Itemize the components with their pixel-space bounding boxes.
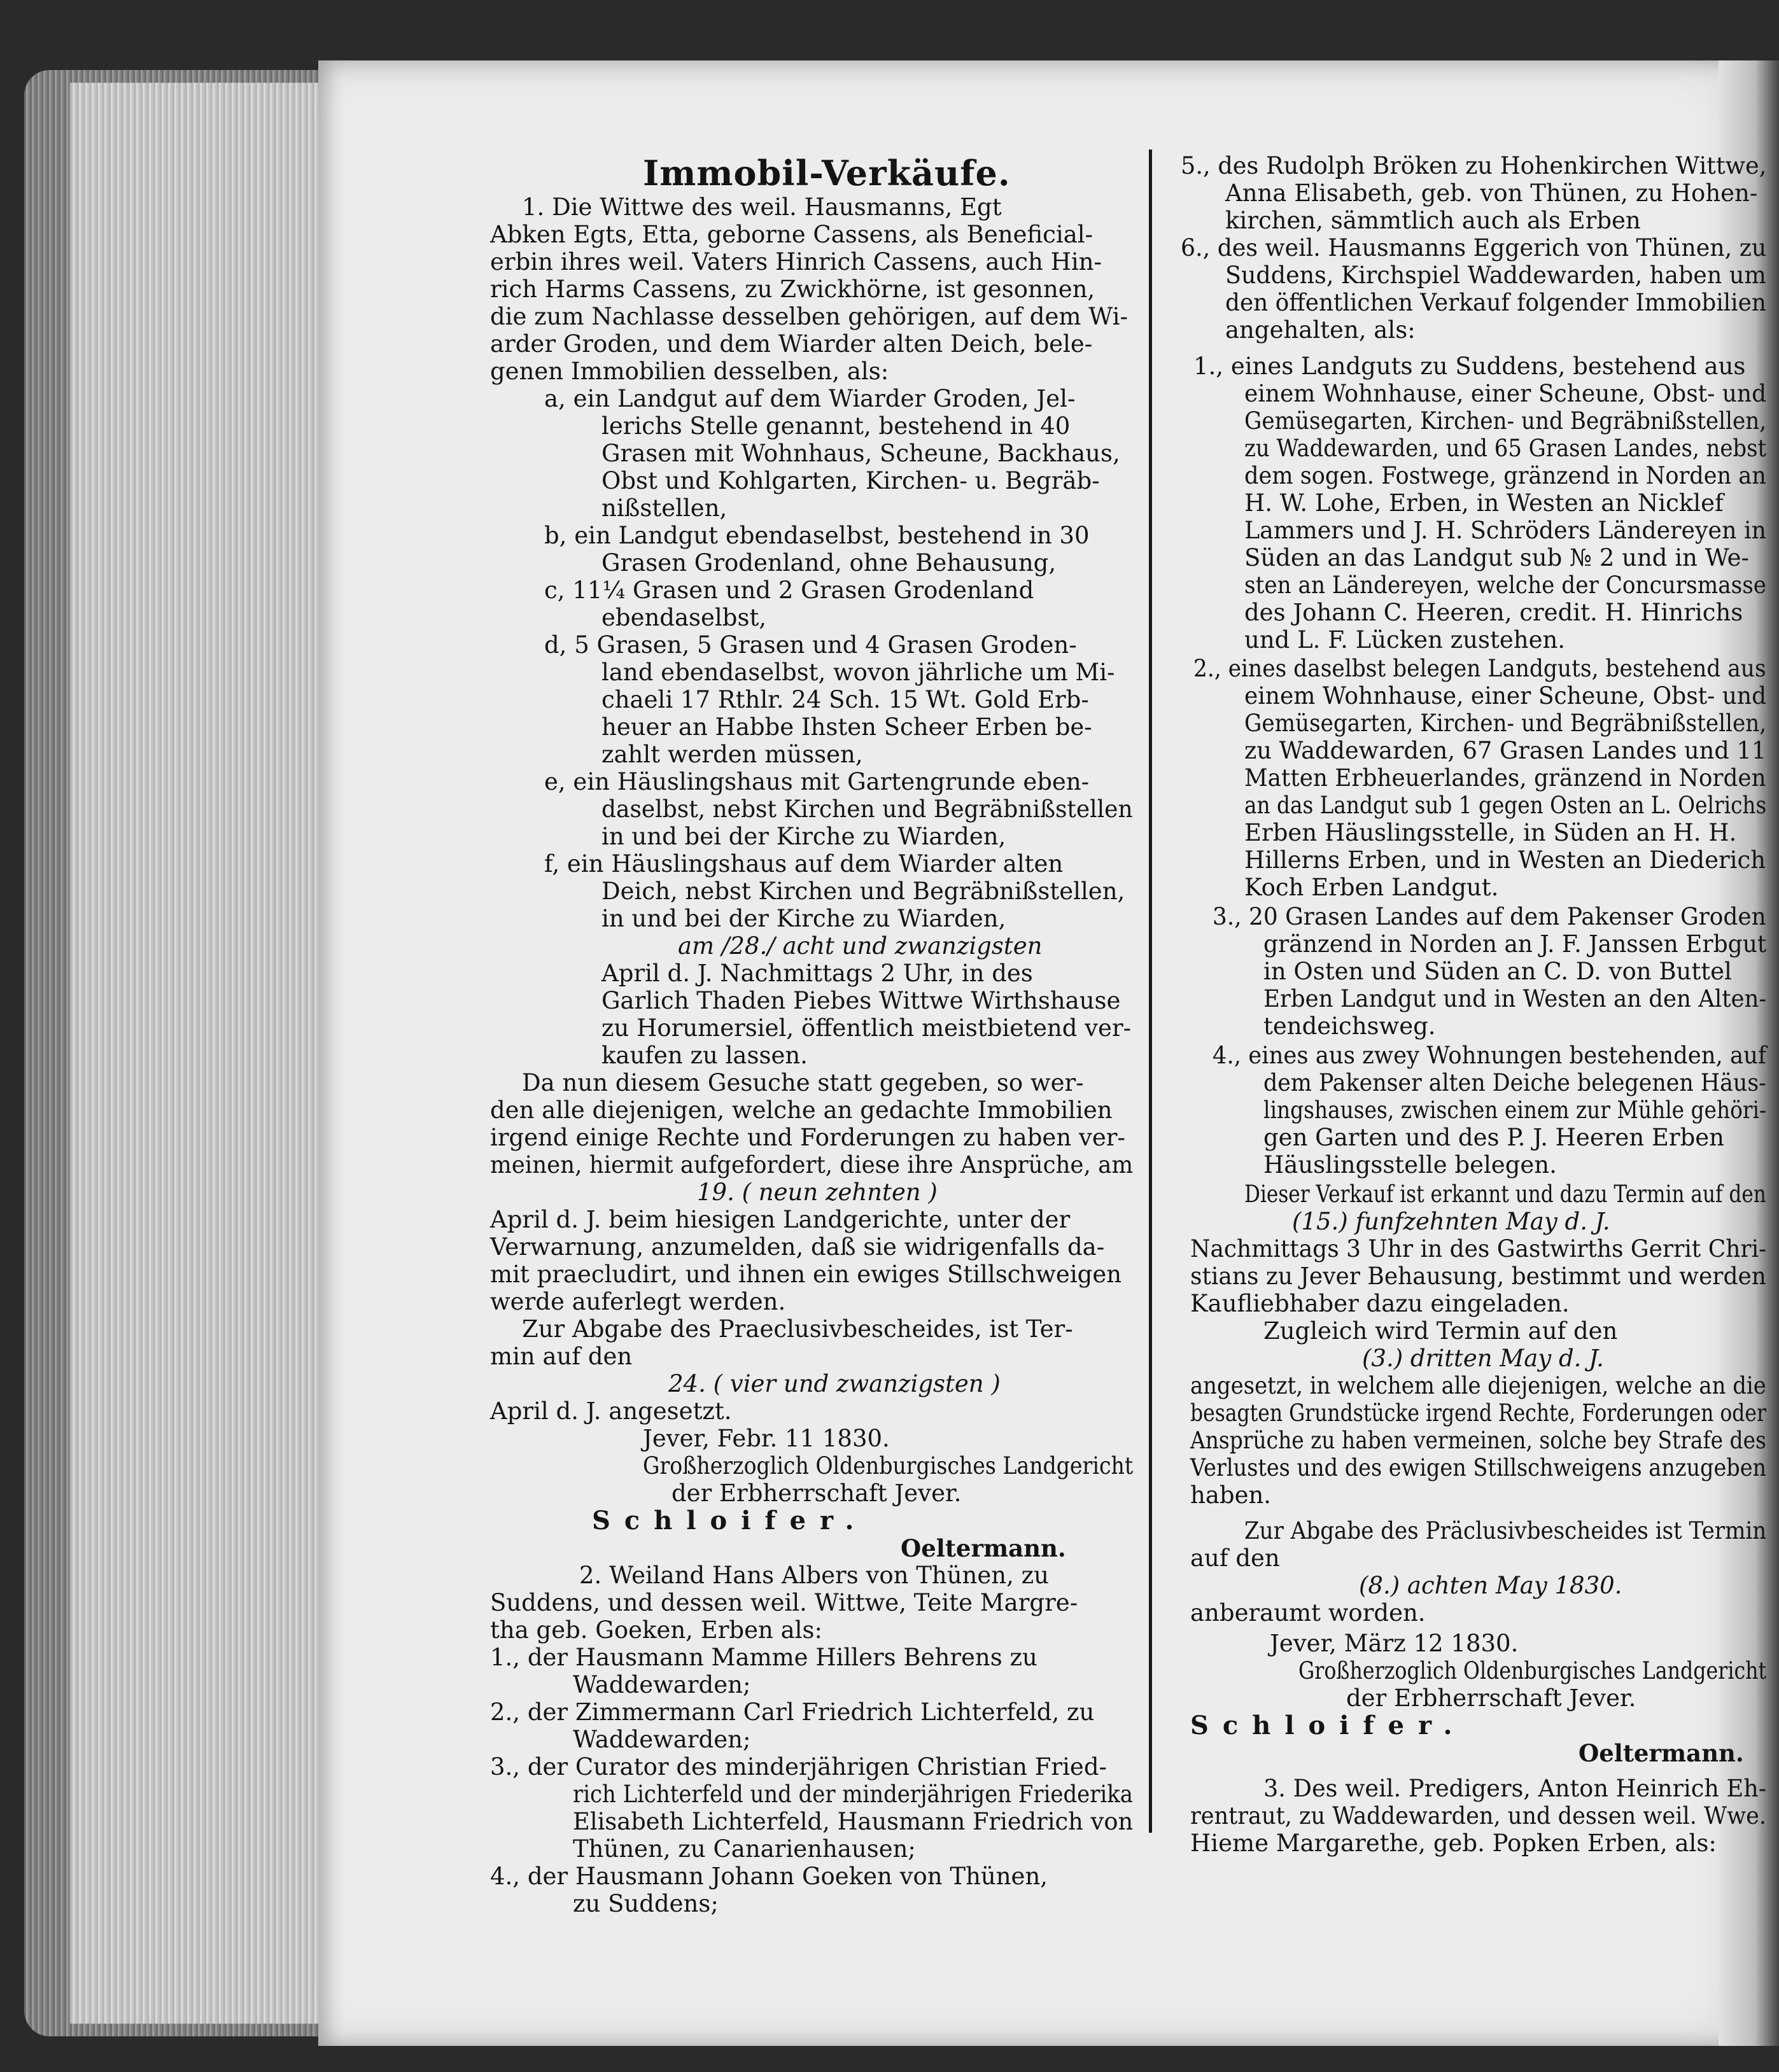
text-line: daselbst, nebst Kirchen und Begräbnißstellen bbox=[601, 795, 1133, 823]
text-line: rich Lichterfeld und der minderjährigen Friederika bbox=[573, 1781, 1133, 1808]
text-line: 2. Weiland Hans Albers von Thünen, zu bbox=[579, 1562, 1049, 1589]
text-line: land ebendaselbst, wovon jährliche um Mi- bbox=[601, 659, 1115, 686]
list-item: 1., der Hausmann Mamme Hillers Behrens zu bbox=[490, 1644, 1037, 1671]
text-line: gränzend in Norden an J. F. Janssen Erbgut bbox=[1263, 930, 1767, 958]
text-line: Anna Elisabeth, geb. von Thünen, zu Hohen- bbox=[1225, 179, 1758, 207]
text-line: Suddens, Kirchspiel Waddewarden, haben um bbox=[1225, 262, 1766, 289]
text-line: kirchen, sämmtlich auch als Erben bbox=[1225, 207, 1641, 234]
text-line: einem Wohnhause, einer Scheune, Obst- und bbox=[1244, 380, 1767, 407]
text-line: Elisabeth Lichterfeld, Hausmann Friedrich von bbox=[573, 1808, 1134, 1835]
court-name: Großherzoglich Oldenburgisches Landgericht bbox=[643, 1452, 1134, 1480]
text-line: April d. J. beim hiesigen Landgerichte, unter der bbox=[490, 1206, 1071, 1233]
text-line: Lammers und J. H. Schröders Ländereyen in bbox=[1244, 517, 1767, 544]
text-line: haben. bbox=[1190, 1481, 1272, 1509]
handwritten-date: (8.) achten May 1830. bbox=[1359, 1572, 1622, 1599]
text-line: arder Groden, und dem Wiarder alten Deich, bele- bbox=[490, 330, 1093, 358]
text-line: H. W. Lohe, Erben, in Westen an Nicklef bbox=[1244, 489, 1724, 517]
text-line: Verlustes und des ewigen Stillschweigens anzugeben bbox=[1190, 1454, 1767, 1481]
list-item: 6., des weil. Hausmanns Eggerich von Thünen, zu bbox=[1181, 234, 1767, 262]
text-line: Dieser Verkauf ist erkannt und dazu Termin auf den bbox=[1244, 1180, 1766, 1208]
text-line: angehalten, als: bbox=[1225, 316, 1416, 344]
text-line: Waddewarden; bbox=[573, 1671, 751, 1698]
text-line: Gemüsegarten, Kirchen- und Begräbnißstellen, bbox=[1244, 710, 1767, 737]
text-line: Thünen, zu Canarienhausen; bbox=[573, 1835, 916, 1863]
text-line: Hillerns Erben, und in Westen an Diederich bbox=[1244, 846, 1766, 874]
handwritten-date: 24. ( vier und zwanzigsten ) bbox=[668, 1370, 1001, 1397]
text-line: April d. J. angesetzt. bbox=[490, 1397, 732, 1425]
text-line: tendeichsweg. bbox=[1263, 1012, 1436, 1040]
place-date: Jever, Febr. 11 1830. bbox=[643, 1425, 890, 1452]
text-line: nißstellen, bbox=[601, 494, 728, 522]
list-item: e, ein Häuslingshaus mit Gartengrunde eben- bbox=[544, 768, 1090, 795]
list-item: a, ein Landgut auf dem Wiarder Groden, Jel- bbox=[544, 385, 1076, 412]
text-line: stians zu Jever Behausung, bestimmt und werden bbox=[1190, 1263, 1766, 1290]
text-line: Waddewarden; bbox=[573, 1726, 751, 1753]
text-line: genen Immobilien desselben, als: bbox=[490, 358, 889, 385]
text-line: zu Waddewarden, 67 Grasen Landes und 11 bbox=[1244, 737, 1767, 764]
text-line: Gemüsegarten, Kirchen- und Begräbnißstellen, bbox=[1244, 407, 1767, 435]
text-line: 3. Des weil. Predigers, Anton Heinrich Eh- bbox=[1263, 1775, 1767, 1802]
text-line: anberaumt worden. bbox=[1190, 1599, 1426, 1627]
text-line: in und bei der Kirche zu Wiarden, bbox=[601, 823, 1006, 850]
text-line: zahlt werden müssen, bbox=[601, 741, 863, 768]
text-line: dem sogen. Fostwege, gränzend in Norden an bbox=[1244, 462, 1766, 489]
text-line: rentraut, zu Waddewarden, und dessen weil. Wwe. bbox=[1190, 1802, 1767, 1830]
text-line: lerichs Stelle genannt, bestehend in 40 bbox=[601, 412, 1071, 440]
text-line: Erben Häuslingsstelle, in Süden an H. H. bbox=[1244, 819, 1737, 846]
text-line: Suddens, und dessen weil. Wittwe, Teite Margre- bbox=[490, 1589, 1078, 1616]
text-line: Nachmittags 3 Uhr in des Gastwirths Gerrit Chri- bbox=[1190, 1235, 1767, 1263]
place-date: Jever, März 12 1830. bbox=[1270, 1630, 1519, 1657]
text-line: Da nun diesem Gesuche statt gegeben, so wer- bbox=[522, 1069, 1084, 1096]
text-line: heuer an Habbe Ihsten Scheer Erben be- bbox=[601, 713, 1092, 741]
signature-name: Schloifer. bbox=[592, 1506, 868, 1536]
text-line: chaeli 17 Rthlr. 24 Sch. 15 Wt. Gold Erb- bbox=[601, 686, 1089, 713]
text-line: zu Suddens; bbox=[573, 1890, 719, 1917]
text-line: den alle diejenigen, welche an gedachte Immobilien bbox=[490, 1096, 1113, 1124]
text-line: ebendaselbst, bbox=[601, 604, 767, 631]
text-line: Hieme Margarethe, geb. Popken Erben, als: bbox=[1190, 1830, 1717, 1857]
text-line: in und bei der Kirche zu Wiarden, bbox=[601, 905, 1006, 932]
column-divider bbox=[1149, 150, 1152, 1833]
text-line: gen Garten und des P. J. Heeren Erben bbox=[1263, 1124, 1725, 1151]
text-line: werde auferlegt werden. bbox=[490, 1288, 786, 1315]
text-line: Zur Abgabe des Präclusivbescheides ist Termin bbox=[1244, 1517, 1767, 1544]
text-line: zu Horumersiel, öffentlich meistbietend ver- bbox=[601, 1014, 1132, 1042]
text-line: Koch Erben Landgut. bbox=[1244, 874, 1499, 901]
court-name: der Erbherrschaft Jever. bbox=[1346, 1684, 1636, 1712]
text-line: irgend einige Rechte und Forderungen zu haben ver- bbox=[490, 1124, 1125, 1151]
text-line: sten an Ländereyen, welche der Concursmasse bbox=[1244, 571, 1767, 599]
list-item: d, 5 Grasen, 5 Grasen und 4 Grasen Groden- bbox=[544, 631, 1077, 659]
text-line: Obst und Kohlgarten, Kirchen- u. Begräb- bbox=[601, 467, 1100, 494]
text-line: min auf den bbox=[490, 1343, 633, 1370]
text-line: Grasen mit Wohnhaus, Scheune, Backhaus, bbox=[601, 440, 1120, 467]
text-line: die zum Nachlasse desselben gehörigen, auf dem Wi- bbox=[490, 303, 1128, 330]
text-line: mit praecludirt, und ihnen ein ewiges Stillschweigen bbox=[490, 1261, 1122, 1288]
list-item: 2., eines daselbst belegen Landguts, bestehend aus bbox=[1193, 655, 1766, 682]
text-line: April d. J. Nachmittags 2 Uhr, in des bbox=[601, 960, 1033, 987]
text-line: Erben Landgut und in Westen an den Alten- bbox=[1263, 985, 1767, 1012]
text-line: Häuslingsstelle belegen. bbox=[1263, 1151, 1557, 1179]
handwritten-date: 19. ( neun zehnten ) bbox=[697, 1179, 938, 1206]
text-line: angesetzt, in welchem alle diejenigen, welche an die bbox=[1190, 1372, 1766, 1399]
text-line: besagten Grundstücke irgend Rechte, Forderungen oder bbox=[1190, 1399, 1767, 1427]
text-line: auf den bbox=[1190, 1544, 1280, 1572]
list-item: b, ein Landgut ebendaselbst, bestehend in 30 bbox=[544, 522, 1090, 549]
handwritten-date: (3.) dritten May d. J. bbox=[1362, 1345, 1604, 1372]
text-line: Abken Egts, Etta, geborne Cassens, als Beneficial- bbox=[490, 221, 1093, 248]
text-line: den öffentlichen Verkauf folgender Immobilien bbox=[1225, 289, 1766, 316]
text-line: tha geb. Goeken, Erben als: bbox=[490, 1616, 822, 1644]
list-item: 3., der Curator des minderjährigen Christian Fried- bbox=[490, 1753, 1107, 1781]
text-line: dem Pakenser alten Deiche belegenen Häus- bbox=[1263, 1069, 1766, 1096]
text-line: erbin ihres weil. Vaters Hinrich Cassens, auch Hin- bbox=[490, 248, 1102, 276]
text-line: 1. Die Wittwe des weil. Hausmanns, Egt bbox=[522, 193, 1002, 221]
text-line: Zur Abgabe des Praeclusivbescheides, ist Ter- bbox=[522, 1315, 1073, 1343]
list-item: 4., der Hausmann Johann Goeken von Thünen, bbox=[490, 1863, 1048, 1890]
list-item: c, 11¼ Grasen und 2 Grasen Grodenland bbox=[544, 577, 1034, 604]
text-line: Grasen Grodenland, ohne Behausung, bbox=[601, 549, 1057, 577]
section-heading: Immobil-Verkäufe. bbox=[643, 153, 1011, 193]
text-line: Verwarnung, anzumelden, daß sie widrigenfalls da- bbox=[490, 1233, 1105, 1261]
text-line: Deich, nebst Kirchen und Begräbnißstellen, bbox=[601, 878, 1125, 905]
text-line: Matten Erbheuerlandes, gränzend in Norden bbox=[1244, 764, 1766, 792]
handwritten-date: (15.) funfzehnten May d. J. bbox=[1292, 1208, 1610, 1235]
text-line: meinen, hiermit aufgefordert, diese ihre Ansprüche, am bbox=[490, 1151, 1134, 1179]
text-line: und L. F. Lücken zustehen. bbox=[1244, 626, 1566, 654]
text-line: Zugleich wird Termin auf den bbox=[1263, 1317, 1618, 1345]
court-name: der Erbherrschaft Jever. bbox=[672, 1480, 962, 1507]
court-name: Großherzoglich Oldenburgisches Landgericht bbox=[1298, 1657, 1767, 1684]
signature-name: Oeltermann. bbox=[1579, 1739, 1744, 1767]
page-edges bbox=[70, 83, 318, 2024]
signature-name: Oeltermann. bbox=[901, 1534, 1066, 1562]
text-line: Garlich Thaden Piebes Wittwe Wirthshause bbox=[601, 987, 1121, 1014]
text-line: rich Harms Cassens, zu Zwickhörne, ist gesonnen, bbox=[490, 276, 1095, 303]
text-line: lingshauses, zwischen einem zur Mühle gehöri- bbox=[1263, 1096, 1767, 1124]
list-item: 5., des Rudolph Bröken zu Hohenkirchen Wittwe, bbox=[1181, 152, 1767, 179]
list-item: 1., eines Landguts zu Suddens, bestehend aus bbox=[1193, 353, 1746, 380]
text-line: Ansprüche zu haben vermeinen, solche bey Strafe des bbox=[1190, 1427, 1766, 1454]
text-line: des Johann C. Heeren, credit. H. Hinrichs bbox=[1244, 599, 1743, 626]
text-line: an das Landgut sub 1 gegen Osten an L. Oelrichs bbox=[1244, 792, 1767, 819]
text-line: Süden an das Landgut sub № 2 und in We- bbox=[1244, 544, 1750, 571]
signature-name: Schloifer. bbox=[1190, 1711, 1466, 1740]
list-item: 4., eines aus zwey Wohnungen bestehenden, auf bbox=[1213, 1042, 1767, 1069]
list-item: 2., der Zimmermann Carl Friedrich Lichterfeld, zu bbox=[490, 1698, 1095, 1726]
text-line: in Osten und Süden an C. D. von Buttel bbox=[1263, 958, 1732, 985]
list-item: f, ein Häuslingshaus auf dem Wiarder alten bbox=[544, 850, 1064, 878]
list-item: 3., 20 Grasen Landes auf dem Pakenser Groden bbox=[1213, 903, 1766, 930]
handwritten-date: am /28./ acht und zwanzigsten bbox=[678, 932, 1043, 960]
text-line: zu Waddewarden, und 65 Grasen Landes, nebst bbox=[1244, 435, 1767, 462]
text-line: Kaufliebhaber dazu eingeladen. bbox=[1190, 1290, 1570, 1317]
text-line: kaufen zu lassen. bbox=[601, 1042, 808, 1069]
text-line: einem Wohnhause, einer Scheune, Obst- und bbox=[1244, 682, 1767, 710]
